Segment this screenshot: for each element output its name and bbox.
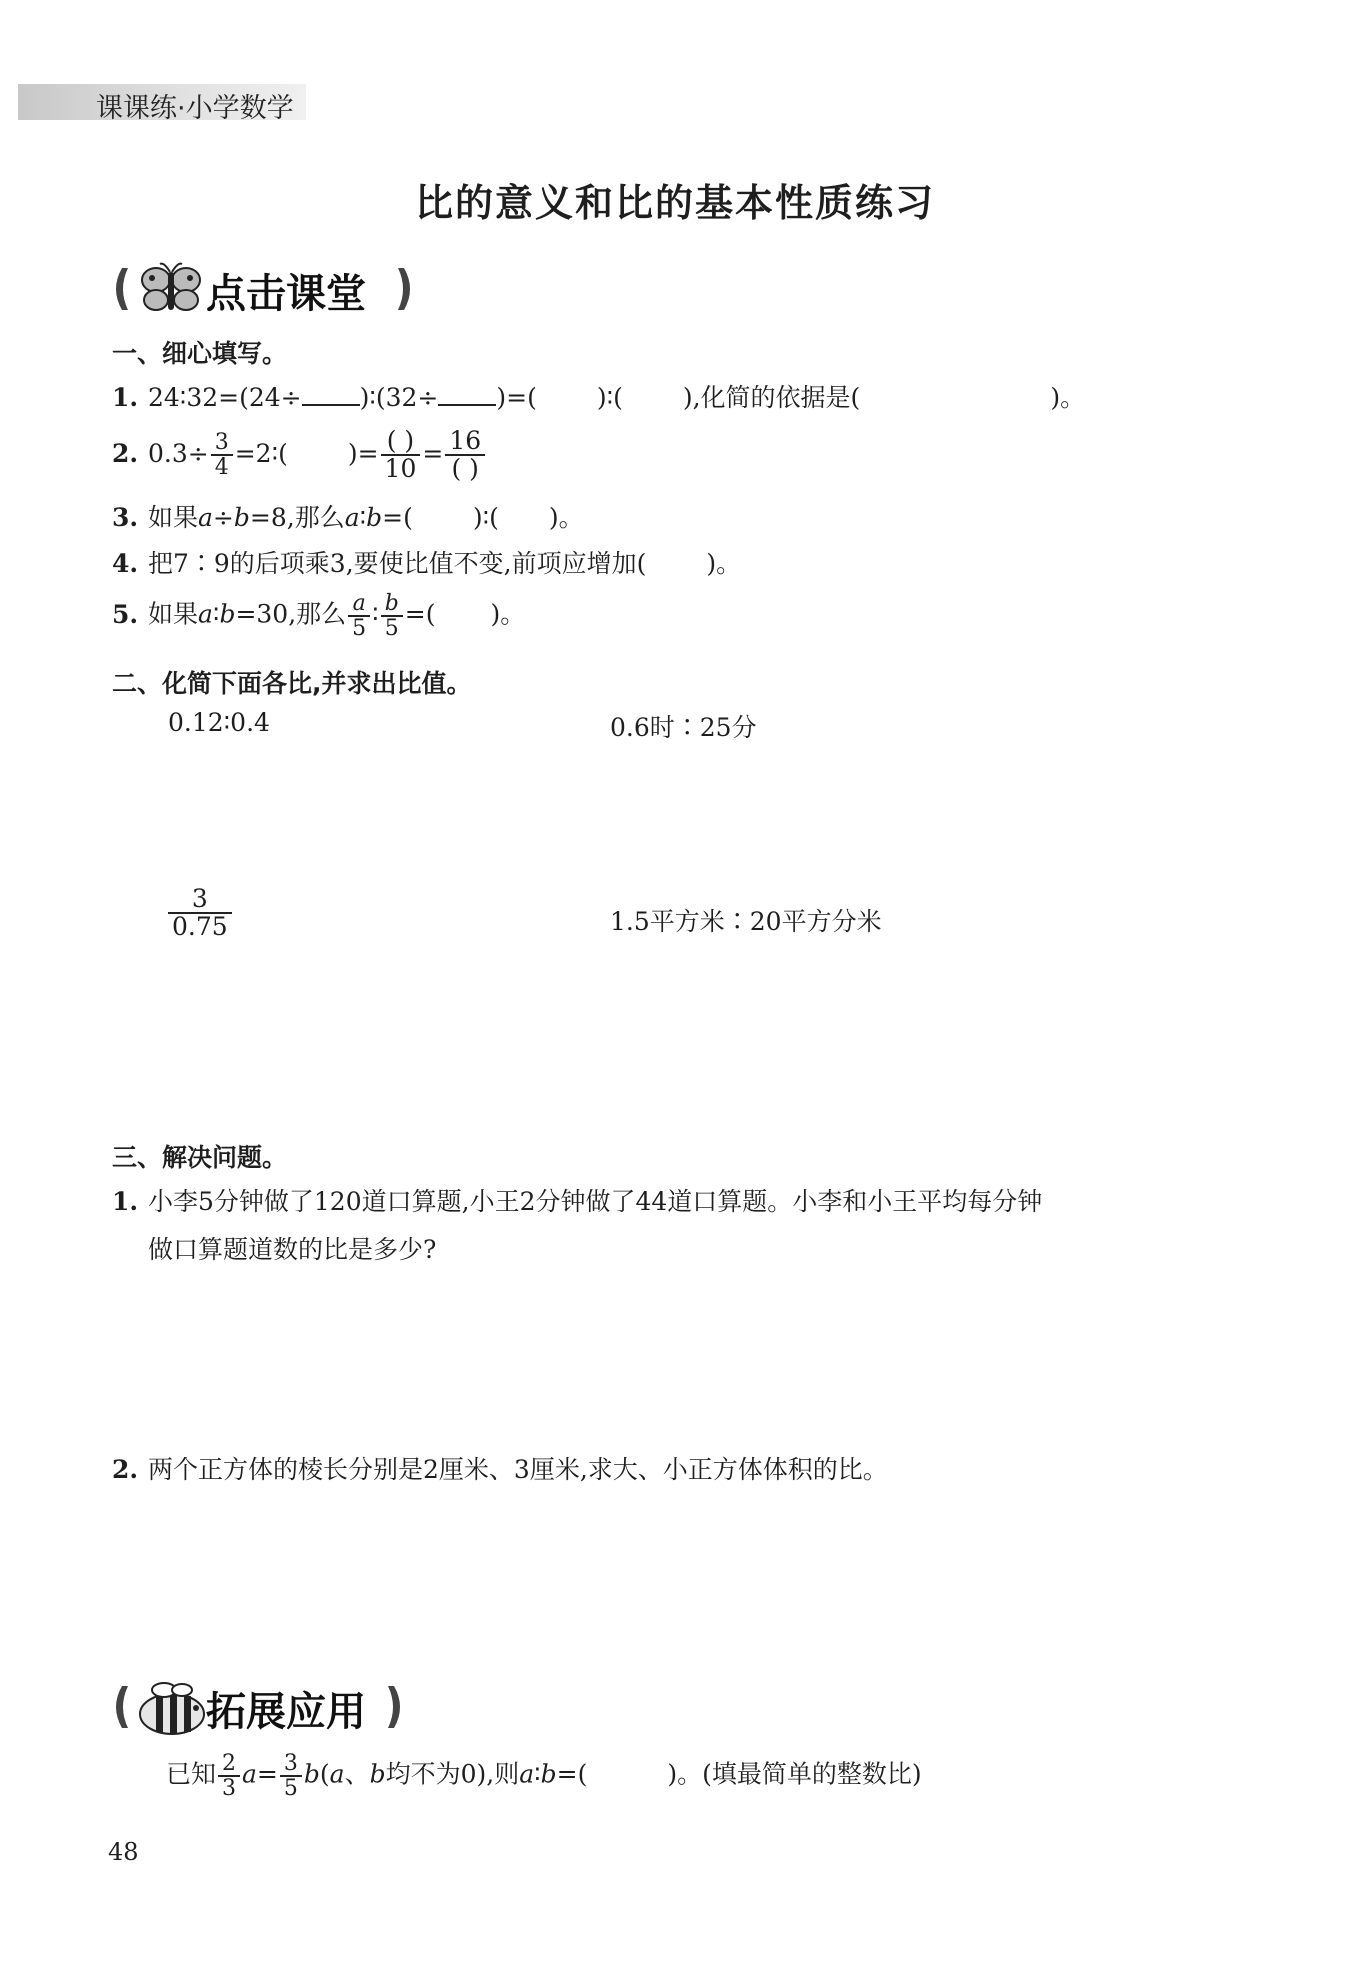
question-1-2: 2. 0.3÷ $\frac{3}{4}$ =2∶( )= $\frac{( )}{10}$ = $\frac{16}{( )}$ [112, 428, 487, 483]
question-3-2: 2. 两个正方体的棱长分别是2厘米、3厘米,求大、小正方体体积的比。 [112, 1455, 888, 1484]
question-1-4: 4. 把7∶9的后项乘3,要使比值不变,前项应增加( )。 [112, 549, 742, 578]
question-1-3: 3. 如果a÷b=8,那么a∶b=( )∶( )。 [112, 503, 584, 532]
question-1-1: 1. 24∶32=(24÷ )∶(32÷ )=( )∶( ),化简的依据是( )。 [112, 383, 1086, 412]
badge-label-extend: 拓展应用 [206, 1689, 366, 1735]
answer-blank[interactable] [438, 382, 496, 406]
section-badge-class [108, 258, 418, 320]
page-number: 48 [108, 1838, 139, 1866]
ratio-problem-4: 1.5平方米∶20平方分米 [610, 907, 882, 936]
section-heading-1: 一、细心填写。 [112, 339, 288, 368]
book-header: 课课练·小学数学 [96, 93, 294, 124]
badge-label-class: 点击课堂 [206, 271, 366, 317]
ratio-problem-3: $\frac{3}{0.75}$ [166, 886, 234, 941]
ratio-problem-2: 0.6时∶25分 [610, 713, 757, 742]
section-badge-extend [108, 1676, 408, 1738]
question-3-1-cont: 做口算题道数的比是多少? [148, 1235, 437, 1264]
section-heading-2: 二、化简下面各比,并求出比值。 [112, 669, 472, 698]
ratio-problem-1: 0.12∶0.4 [168, 708, 270, 737]
section-heading-3: 三、解决问题。 [112, 1143, 288, 1172]
page-title: 比的意义和比的基本性质练习 [414, 181, 935, 225]
answer-blank[interactable] [302, 382, 360, 406]
question-1-5: 5. 如果a∶b=30,那么 $\frac{a}{5}$ ∶ $\frac{b}{5}$ =( )。 [112, 591, 526, 642]
extension-problem: 已知 $\frac{2}{3}$ a= $\frac{3}{5}$ b(a、b均不为0),则a∶b=( )。(填最简单的整数比) [166, 1751, 922, 1802]
question-3-1: 1. 小李5分钟做了120道口算题,小王2分钟做了44道口算题。小李和小王平均每分钟 [112, 1187, 1043, 1216]
